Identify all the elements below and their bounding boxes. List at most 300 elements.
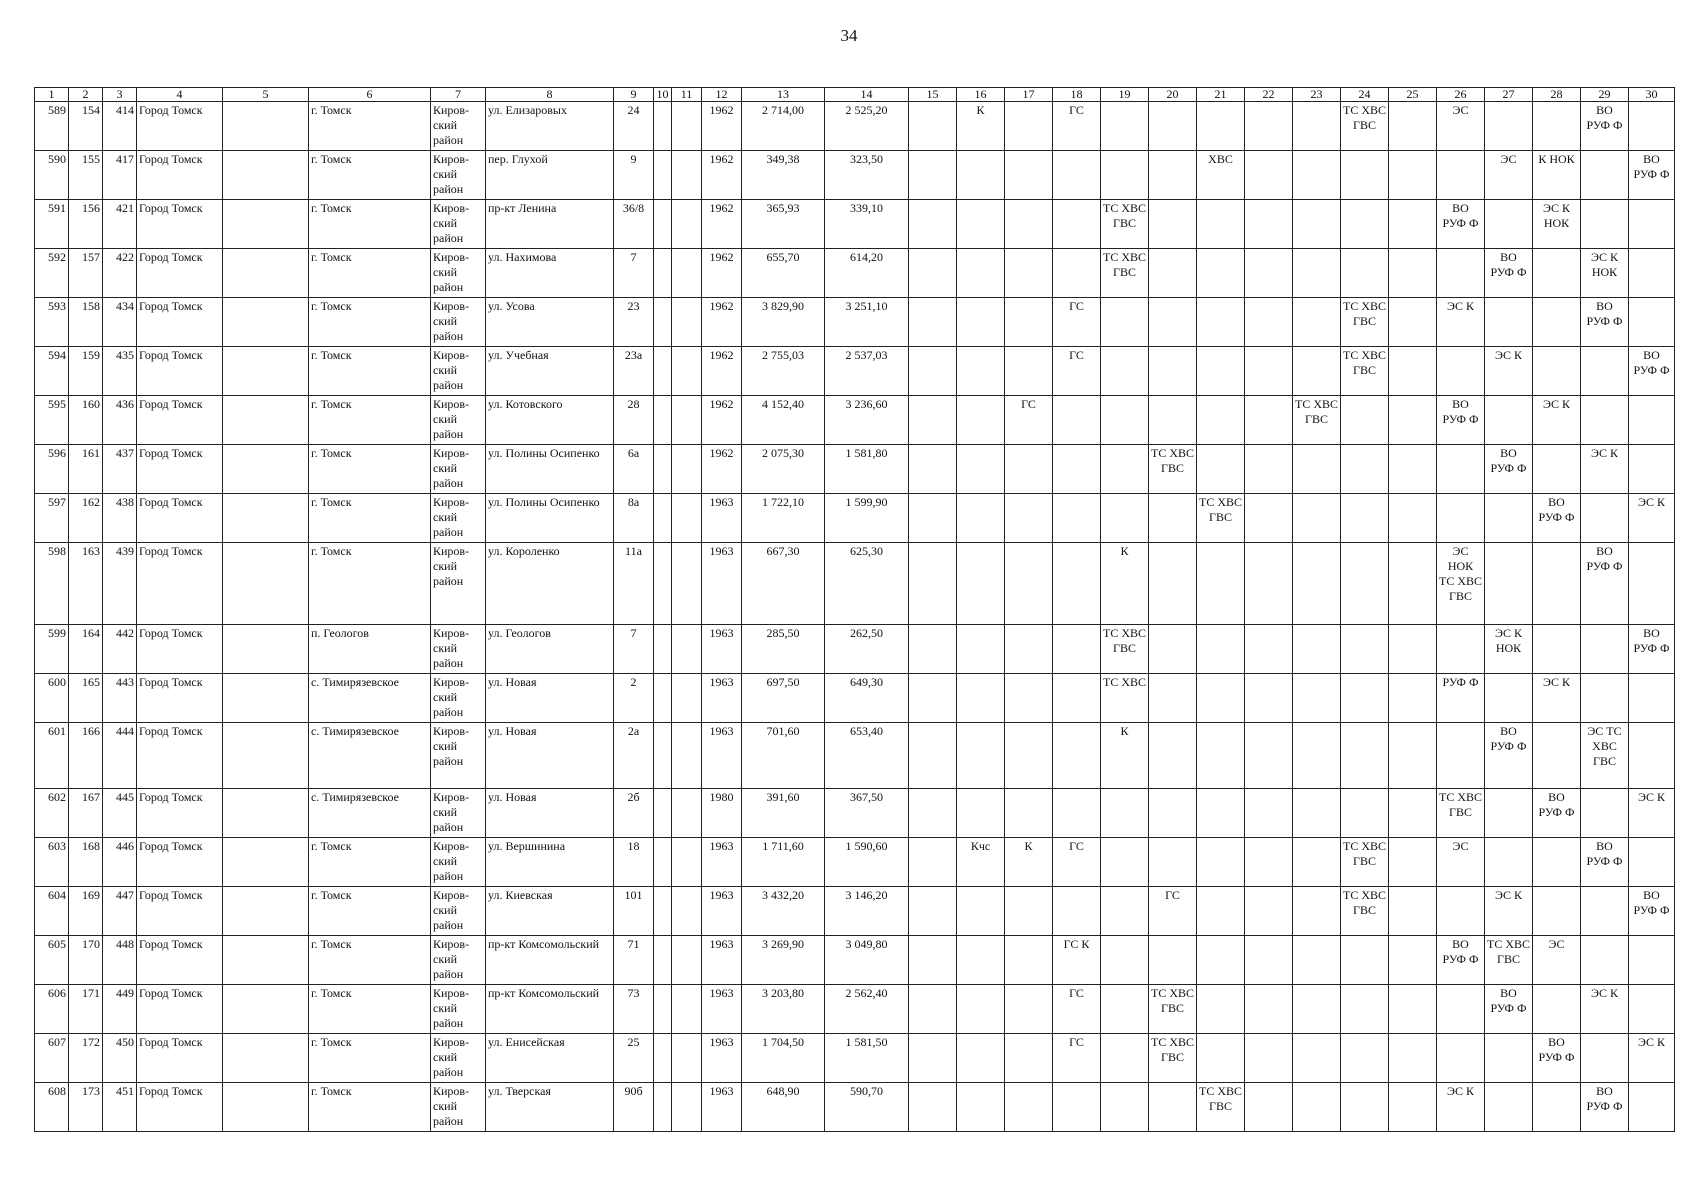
table-cell-col-27 (1485, 494, 1533, 543)
table-cell-col-2: 162 (69, 494, 103, 543)
table-cell-col-9: 7 (614, 625, 654, 674)
table-cell-col-16 (957, 445, 1005, 494)
table-cell-col-23 (1293, 445, 1341, 494)
table-cell-col-3: 434 (103, 298, 137, 347)
column-header-18: 18 (1053, 88, 1101, 102)
table-cell-col-11 (672, 985, 702, 1034)
table-cell-col-26 (1437, 723, 1485, 789)
table-cell-col-4: Город Томск (137, 1034, 223, 1083)
table-cell-col-2: 157 (69, 249, 103, 298)
table-cell-col-18 (1053, 1083, 1101, 1132)
table-cell-col-26 (1437, 985, 1485, 1034)
table-cell-col-29 (1581, 396, 1629, 445)
table-cell-col-3: 443 (103, 674, 137, 723)
table-cell-col-17 (1005, 249, 1053, 298)
column-header-23: 23 (1293, 88, 1341, 102)
table-cell-col-24 (1341, 445, 1389, 494)
table-cell-col-10 (654, 674, 672, 723)
table-cell-col-10 (654, 494, 672, 543)
table-cell-col-2: 170 (69, 936, 103, 985)
table-cell-col-5 (223, 936, 309, 985)
column-header-29: 29 (1581, 88, 1629, 102)
table-cell-col-28: ЭС К (1533, 396, 1581, 445)
table-cell-col-8: ул. Короленко (486, 543, 614, 625)
table-cell-col-7: Киров-ский район (431, 249, 486, 298)
table-cell-col-2: 167 (69, 789, 103, 838)
table-cell-col-26: ВО РУФ Ф (1437, 396, 1485, 445)
table-cell-col-26: ЭС НОК ТС ХВС ГВС (1437, 543, 1485, 625)
table-cell-col-13: 1 711,60 (742, 838, 825, 887)
table-cell-col-18 (1053, 674, 1101, 723)
table-cell-col-29 (1581, 887, 1629, 936)
table-cell-col-1: 591 (35, 200, 69, 249)
table-cell-col-1: 596 (35, 445, 69, 494)
table-cell-col-21 (1197, 723, 1245, 789)
table-row (35, 887, 1675, 936)
table-cell-col-15 (909, 445, 957, 494)
table-cell-col-23 (1293, 674, 1341, 723)
column-header-5: 5 (223, 88, 309, 102)
table-cell-col-19 (1101, 936, 1149, 985)
table-cell-col-14: 339,10 (825, 200, 909, 249)
table-cell-col-18: ГС (1053, 347, 1101, 396)
column-header-7: 7 (431, 88, 486, 102)
table-cell-col-1: 607 (35, 1034, 69, 1083)
table-cell-col-6: с. Тимирязевское (309, 674, 431, 723)
table-cell-col-5 (223, 543, 309, 625)
table-cell-col-24 (1341, 625, 1389, 674)
table-cell-col-20: ТС ХВС ГВС (1149, 985, 1197, 1034)
table-cell-col-5 (223, 625, 309, 674)
table-cell-col-23 (1293, 1034, 1341, 1083)
table-cell-col-23 (1293, 936, 1341, 985)
table-row (35, 249, 1675, 298)
table-cell-col-13: 648,90 (742, 1083, 825, 1132)
table-cell-col-5 (223, 151, 309, 200)
table-cell-col-5 (223, 887, 309, 936)
table-cell-col-6: г. Томск (309, 151, 431, 200)
table-cell-col-24 (1341, 674, 1389, 723)
table-cell-col-27: ВО РУФ Ф (1485, 723, 1533, 789)
table-cell-col-22 (1245, 494, 1293, 543)
table-row (35, 936, 1675, 985)
table-cell-col-22 (1245, 887, 1293, 936)
table-cell-col-30: ВО РУФ Ф (1629, 347, 1675, 396)
table-cell-col-18: ГС (1053, 102, 1101, 151)
table-cell-col-11 (672, 200, 702, 249)
table-cell-col-30: ЭС К (1629, 494, 1675, 543)
table-cell-col-17 (1005, 887, 1053, 936)
table-cell-col-1: 605 (35, 936, 69, 985)
table-cell-col-5 (223, 298, 309, 347)
table-cell-col-16 (957, 200, 1005, 249)
table-cell-col-17 (1005, 1083, 1053, 1132)
table-cell-col-8: ул. Геологов (486, 625, 614, 674)
table-cell-col-3: 421 (103, 200, 137, 249)
table-cell-col-4: Город Томск (137, 298, 223, 347)
table-cell-col-11 (672, 249, 702, 298)
table-cell-col-23 (1293, 887, 1341, 936)
table-cell-col-16 (957, 1034, 1005, 1083)
table-cell-col-27: ВО РУФ Ф (1485, 249, 1533, 298)
table-cell-col-25 (1389, 936, 1437, 985)
table-row (35, 445, 1675, 494)
table-cell-col-13: 2 755,03 (742, 347, 825, 396)
table-cell-col-24 (1341, 789, 1389, 838)
housing-register-table (34, 87, 1675, 1132)
table-cell-col-8: ул. Тверская (486, 1083, 614, 1132)
table-cell-col-11 (672, 494, 702, 543)
table-cell-col-28 (1533, 723, 1581, 789)
table-cell-col-3: 414 (103, 102, 137, 151)
table-cell-col-30 (1629, 445, 1675, 494)
table-cell-col-23 (1293, 1083, 1341, 1132)
column-header-1: 1 (35, 88, 69, 102)
table-cell-col-3: 439 (103, 543, 137, 625)
table-cell-col-16 (957, 494, 1005, 543)
column-header-16: 16 (957, 88, 1005, 102)
table-cell-col-6: г. Томск (309, 102, 431, 151)
table-cell-col-4: Город Томск (137, 838, 223, 887)
table-cell-col-25 (1389, 200, 1437, 249)
table-cell-col-5 (223, 674, 309, 723)
table-cell-col-8: ул. Полины Осипенко (486, 445, 614, 494)
table-cell-col-3: 436 (103, 396, 137, 445)
table-cell-col-29: ЭС К (1581, 445, 1629, 494)
table-cell-col-3: 449 (103, 985, 137, 1034)
table-cell-col-8: ул. Нахимова (486, 249, 614, 298)
table-cell-col-21 (1197, 1034, 1245, 1083)
table-cell-col-30: ЭС К (1629, 1034, 1675, 1083)
table-cell-col-1: 593 (35, 298, 69, 347)
table-cell-col-14: 262,50 (825, 625, 909, 674)
table-cell-col-15 (909, 1083, 957, 1132)
table-cell-col-27 (1485, 298, 1533, 347)
table-cell-col-19 (1101, 494, 1149, 543)
table-cell-col-2: 171 (69, 985, 103, 1034)
table-cell-col-12: 1980 (702, 789, 742, 838)
table-cell-col-10 (654, 887, 672, 936)
table-cell-col-7: Киров-ский район (431, 200, 486, 249)
table-cell-col-26 (1437, 151, 1485, 200)
table-cell-col-6: г. Томск (309, 936, 431, 985)
table-cell-col-25 (1389, 723, 1437, 789)
table-cell-col-9: 11а (614, 543, 654, 625)
table-cell-col-6: г. Томск (309, 396, 431, 445)
column-header-20: 20 (1149, 88, 1197, 102)
table-cell-col-4: Город Томск (137, 723, 223, 789)
table-row (35, 543, 1675, 625)
table-cell-col-19: ТС ХВС ГВС (1101, 200, 1149, 249)
table-cell-col-23 (1293, 102, 1341, 151)
table-cell-col-20 (1149, 789, 1197, 838)
table-cell-col-10 (654, 838, 672, 887)
table-cell-col-10 (654, 543, 672, 625)
table-cell-col-11 (672, 543, 702, 625)
table-cell-col-24 (1341, 723, 1389, 789)
table-cell-col-25 (1389, 298, 1437, 347)
column-header-30: 30 (1629, 88, 1675, 102)
table-cell-col-30 (1629, 936, 1675, 985)
table-cell-col-16 (957, 674, 1005, 723)
table-cell-col-22 (1245, 102, 1293, 151)
table-cell-col-24: ТС ХВС ГВС (1341, 347, 1389, 396)
table-cell-col-6: г. Томск (309, 347, 431, 396)
table-cell-col-22 (1245, 298, 1293, 347)
table-cell-col-26 (1437, 494, 1485, 543)
table-cell-col-24 (1341, 543, 1389, 625)
table-cell-col-4: Город Томск (137, 543, 223, 625)
table-cell-col-17 (1005, 298, 1053, 347)
table-cell-col-18 (1053, 249, 1101, 298)
table-cell-col-20 (1149, 298, 1197, 347)
table-cell-col-16 (957, 1083, 1005, 1132)
table-cell-col-16 (957, 936, 1005, 985)
table-cell-col-8: ул. Новая (486, 723, 614, 789)
table-cell-col-14: 649,30 (825, 674, 909, 723)
table-cell-col-9: 90б (614, 1083, 654, 1132)
table-cell-col-21 (1197, 543, 1245, 625)
table-cell-col-11 (672, 347, 702, 396)
table-cell-col-12: 1962 (702, 249, 742, 298)
table-cell-col-11 (672, 1034, 702, 1083)
table-cell-col-12: 1962 (702, 102, 742, 151)
table-cell-col-19 (1101, 789, 1149, 838)
table-cell-col-25 (1389, 543, 1437, 625)
table-cell-col-19: ТС ХВС ГВС (1101, 625, 1149, 674)
table-cell-col-22 (1245, 249, 1293, 298)
table-cell-col-21: ТС ХВС ГВС (1197, 494, 1245, 543)
table-cell-col-15 (909, 789, 957, 838)
table-cell-col-30 (1629, 298, 1675, 347)
table-cell-col-22 (1245, 625, 1293, 674)
table-cell-col-16 (957, 887, 1005, 936)
table-cell-col-29 (1581, 1034, 1629, 1083)
table-cell-col-15 (909, 985, 957, 1034)
table-cell-col-20 (1149, 249, 1197, 298)
table-cell-col-28 (1533, 985, 1581, 1034)
table-cell-col-22 (1245, 1034, 1293, 1083)
table-cell-col-14: 590,70 (825, 1083, 909, 1132)
table-cell-col-7: Киров-ский район (431, 838, 486, 887)
table-cell-col-2: 160 (69, 396, 103, 445)
table-cell-col-12: 1962 (702, 298, 742, 347)
table-cell-col-27: ВО РУФ Ф (1485, 445, 1533, 494)
table-cell-col-8: пр-кт Комсомольский (486, 985, 614, 1034)
table-cell-col-25 (1389, 838, 1437, 887)
table-cell-col-17 (1005, 494, 1053, 543)
table-row (35, 347, 1675, 396)
table-cell-col-21 (1197, 102, 1245, 151)
table-cell-col-12: 1963 (702, 985, 742, 1034)
table-cell-col-20 (1149, 723, 1197, 789)
table-cell-col-26 (1437, 249, 1485, 298)
table-cell-col-3: 437 (103, 445, 137, 494)
table-cell-col-4: Город Томск (137, 625, 223, 674)
table-cell-col-4: Город Томск (137, 674, 223, 723)
table-cell-col-30 (1629, 1083, 1675, 1132)
table-cell-col-18 (1053, 494, 1101, 543)
table-cell-col-7: Киров-ский район (431, 298, 486, 347)
table-cell-col-6: с. Тимирязевское (309, 723, 431, 789)
table-cell-col-11 (672, 887, 702, 936)
table-cell-col-24: ТС ХВС ГВС (1341, 887, 1389, 936)
table-cell-col-20: ТС ХВС ГВС (1149, 1034, 1197, 1083)
table-cell-col-20 (1149, 494, 1197, 543)
table-cell-col-28 (1533, 298, 1581, 347)
table-cell-col-10 (654, 723, 672, 789)
table-cell-col-9: 8а (614, 494, 654, 543)
table-cell-col-24 (1341, 1083, 1389, 1132)
table-cell-col-20 (1149, 396, 1197, 445)
column-header-10: 10 (654, 88, 672, 102)
table-cell-col-4: Город Томск (137, 887, 223, 936)
table-cell-col-23 (1293, 298, 1341, 347)
table-cell-col-27 (1485, 1083, 1533, 1132)
table-cell-col-30 (1629, 543, 1675, 625)
table-cell-col-13: 2 714,00 (742, 102, 825, 151)
table-cell-col-9: 9 (614, 151, 654, 200)
table-cell-col-20 (1149, 151, 1197, 200)
table-cell-col-19 (1101, 151, 1149, 200)
table-cell-col-26 (1437, 887, 1485, 936)
table-cell-col-9: 24 (614, 102, 654, 151)
table-cell-col-21 (1197, 887, 1245, 936)
table-cell-col-27 (1485, 674, 1533, 723)
table-cell-col-18 (1053, 396, 1101, 445)
table-cell-col-29 (1581, 789, 1629, 838)
table-cell-col-7: Киров-ский район (431, 102, 486, 151)
table-cell-col-18: ГС (1053, 838, 1101, 887)
column-header-25: 25 (1389, 88, 1437, 102)
table-cell-col-7: Киров-ский район (431, 396, 486, 445)
table-cell-col-15 (909, 396, 957, 445)
table-cell-col-12: 1963 (702, 838, 742, 887)
table-cell-col-10 (654, 1083, 672, 1132)
table-cell-col-13: 701,60 (742, 723, 825, 789)
column-header-19: 19 (1101, 88, 1149, 102)
table-cell-col-30 (1629, 396, 1675, 445)
table-cell-col-23 (1293, 723, 1341, 789)
table-cell-col-14: 625,30 (825, 543, 909, 625)
table-cell-col-12: 1962 (702, 396, 742, 445)
table-cell-col-29 (1581, 936, 1629, 985)
table-cell-col-17 (1005, 347, 1053, 396)
table-cell-col-24 (1341, 494, 1389, 543)
table-cell-col-2: 173 (69, 1083, 103, 1132)
table-cell-col-2: 172 (69, 1034, 103, 1083)
table-cell-col-14: 323,50 (825, 151, 909, 200)
table-cell-col-13: 3 269,90 (742, 936, 825, 985)
table-cell-col-28 (1533, 1083, 1581, 1132)
table-cell-col-4: Город Томск (137, 249, 223, 298)
table-cell-col-27 (1485, 396, 1533, 445)
table-cell-col-12: 1963 (702, 625, 742, 674)
table-cell-col-28 (1533, 445, 1581, 494)
table-cell-col-5 (223, 445, 309, 494)
table-cell-col-26 (1437, 625, 1485, 674)
table-cell-col-26 (1437, 347, 1485, 396)
table-cell-col-17 (1005, 936, 1053, 985)
table-cell-col-12: 1962 (702, 445, 742, 494)
table-cell-col-3: 444 (103, 723, 137, 789)
table-cell-col-4: Город Томск (137, 985, 223, 1034)
table-cell-col-24 (1341, 985, 1389, 1034)
table-cell-col-16 (957, 543, 1005, 625)
column-header-13: 13 (742, 88, 825, 102)
table-row (35, 396, 1675, 445)
table-cell-col-12: 1962 (702, 151, 742, 200)
table-cell-col-13: 2 075,30 (742, 445, 825, 494)
table-cell-col-7: Киров-ский район (431, 789, 486, 838)
table-cell-col-21 (1197, 838, 1245, 887)
table-cell-col-17 (1005, 102, 1053, 151)
table-cell-col-9: 28 (614, 396, 654, 445)
table-cell-col-9: 2а (614, 723, 654, 789)
table-cell-col-19: ТС ХВС ГВС (1101, 249, 1149, 298)
column-header-28: 28 (1533, 88, 1581, 102)
table-cell-col-28 (1533, 347, 1581, 396)
column-header-2: 2 (69, 88, 103, 102)
table-cell-col-16 (957, 298, 1005, 347)
table-cell-col-15 (909, 249, 957, 298)
table-cell-col-27: ТС ХВС ГВС (1485, 936, 1533, 985)
table-cell-col-26: ЭС К (1437, 1083, 1485, 1132)
table-cell-col-1: 608 (35, 1083, 69, 1132)
table-cell-col-2: 156 (69, 200, 103, 249)
table-cell-col-15 (909, 494, 957, 543)
table-cell-col-18 (1053, 543, 1101, 625)
table-cell-col-11 (672, 298, 702, 347)
table-cell-col-17 (1005, 151, 1053, 200)
table-cell-col-5 (223, 494, 309, 543)
table-cell-col-7: Киров-ский район (431, 494, 486, 543)
table-row (35, 298, 1675, 347)
table-cell-col-12: 1963 (702, 887, 742, 936)
table-cell-col-29: ВО РУФ Ф (1581, 298, 1629, 347)
table-cell-col-30 (1629, 723, 1675, 789)
table-cell-col-29: ЭС К НОК (1581, 249, 1629, 298)
table-cell-col-25 (1389, 887, 1437, 936)
table-cell-col-1: 595 (35, 396, 69, 445)
column-header-14: 14 (825, 88, 909, 102)
table-cell-col-18 (1053, 445, 1101, 494)
table-cell-col-25 (1389, 1083, 1437, 1132)
table-cell-col-10 (654, 102, 672, 151)
table-cell-col-10 (654, 151, 672, 200)
table-cell-col-8: ул. Новая (486, 674, 614, 723)
table-cell-col-2: 169 (69, 887, 103, 936)
table-cell-col-9: 2б (614, 789, 654, 838)
table-cell-col-16 (957, 789, 1005, 838)
table-cell-col-20: ТС ХВС ГВС (1149, 445, 1197, 494)
table-cell-col-14: 2 525,20 (825, 102, 909, 151)
table-cell-col-16 (957, 347, 1005, 396)
table-cell-col-20 (1149, 543, 1197, 625)
table-cell-col-18 (1053, 789, 1101, 838)
table-cell-col-18 (1053, 151, 1101, 200)
table-cell-col-5 (223, 347, 309, 396)
table-cell-col-25 (1389, 985, 1437, 1034)
table-cell-col-2: 168 (69, 838, 103, 887)
table-cell-col-14: 1 581,80 (825, 445, 909, 494)
table-cell-col-29: ВО РУФ Ф (1581, 543, 1629, 625)
table-cell-col-22 (1245, 200, 1293, 249)
table-cell-col-8: пр-кт Комсомольский (486, 936, 614, 985)
table-row (35, 494, 1675, 543)
table-cell-col-7: Киров-ский район (431, 723, 486, 789)
table-cell-col-5 (223, 1034, 309, 1083)
